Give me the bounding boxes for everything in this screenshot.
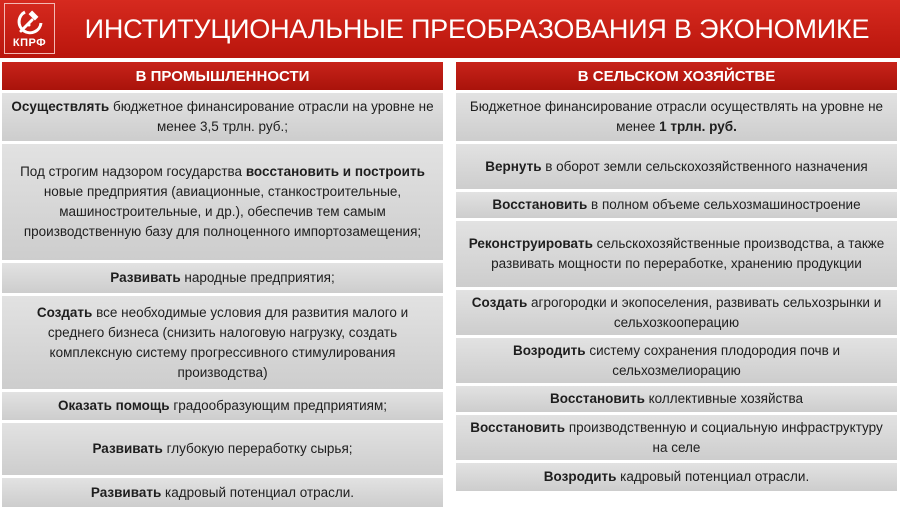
list-item: Под строгим надзором государства восстановить и построить новые предприятия (авиационные, станкостроительные, машиностроительные, и др.), обеспечив тем самым производственную базу для полноценного импортозамещения; [2, 144, 443, 260]
column-heading: В ПРОМЫШЛЕННОСТИ [2, 62, 443, 90]
list-item: Создать все необходимые условия для развития малого и среднего бизнеса (снизить налоговую нагрузку, создать комплексную систему прогрессивного стимулирования производства) [2, 296, 443, 389]
list-item: Вернуть в оборот земли сельскохозяйственного назначения [456, 144, 897, 189]
list-item: Возродить систему сохранения плодородия почв и сельхозмелиорацию [456, 338, 897, 383]
column-heading: В СЕЛЬСКОМ ХОЗЯЙСТВЕ [456, 62, 897, 90]
list-item: Восстановить коллективные хозяйства [456, 386, 897, 412]
list-item: Оказать помощь градообразующим предприятиям; [2, 392, 443, 420]
page-title: ИНСТИТУЦИОНАЛЬНЫЕ ПРЕОБРАЗОВАНИЯ В ЭКОНОМИКЕ [84, 13, 870, 44]
list-item: Развивать народные предприятия; [2, 263, 443, 293]
list-item: Реконструировать сельскохозяйственные производства, а также развивать мощности по переработке, хранению продукции [456, 221, 897, 287]
column-agriculture [456, 62, 897, 491]
list-item: Восстановить производственную и социальную инфраструктуру на селе [456, 415, 897, 460]
hammer-sickle-icon [15, 8, 45, 36]
list-item: Бюджетное финансирование отрасли осуществлять на уровне не менее 1 трлн. руб. [456, 93, 897, 141]
list-item: Развивать кадровый потенциал отрасли. [2, 478, 443, 507]
list-item: Создать агрогородки и экопоселения, развивать сельхозрынки и сельхозкооперацию [456, 290, 897, 335]
header-bar [0, 0, 900, 58]
kprf-logo [4, 3, 55, 54]
list-item: Развивать глубокую переработку сырья; [2, 423, 443, 475]
column-industry [2, 62, 443, 507]
logo-text: КПРФ [12, 37, 47, 49]
list-item: Возродить кадровый потенциал отрасли. [456, 463, 897, 491]
list-item: Осуществлять бюджетное финансирование отрасли на уровне не менее 3,5 трлн. руб.; [2, 93, 443, 141]
list-item: Восстановить в полном объеме сельхозмашиностроение [456, 192, 897, 218]
